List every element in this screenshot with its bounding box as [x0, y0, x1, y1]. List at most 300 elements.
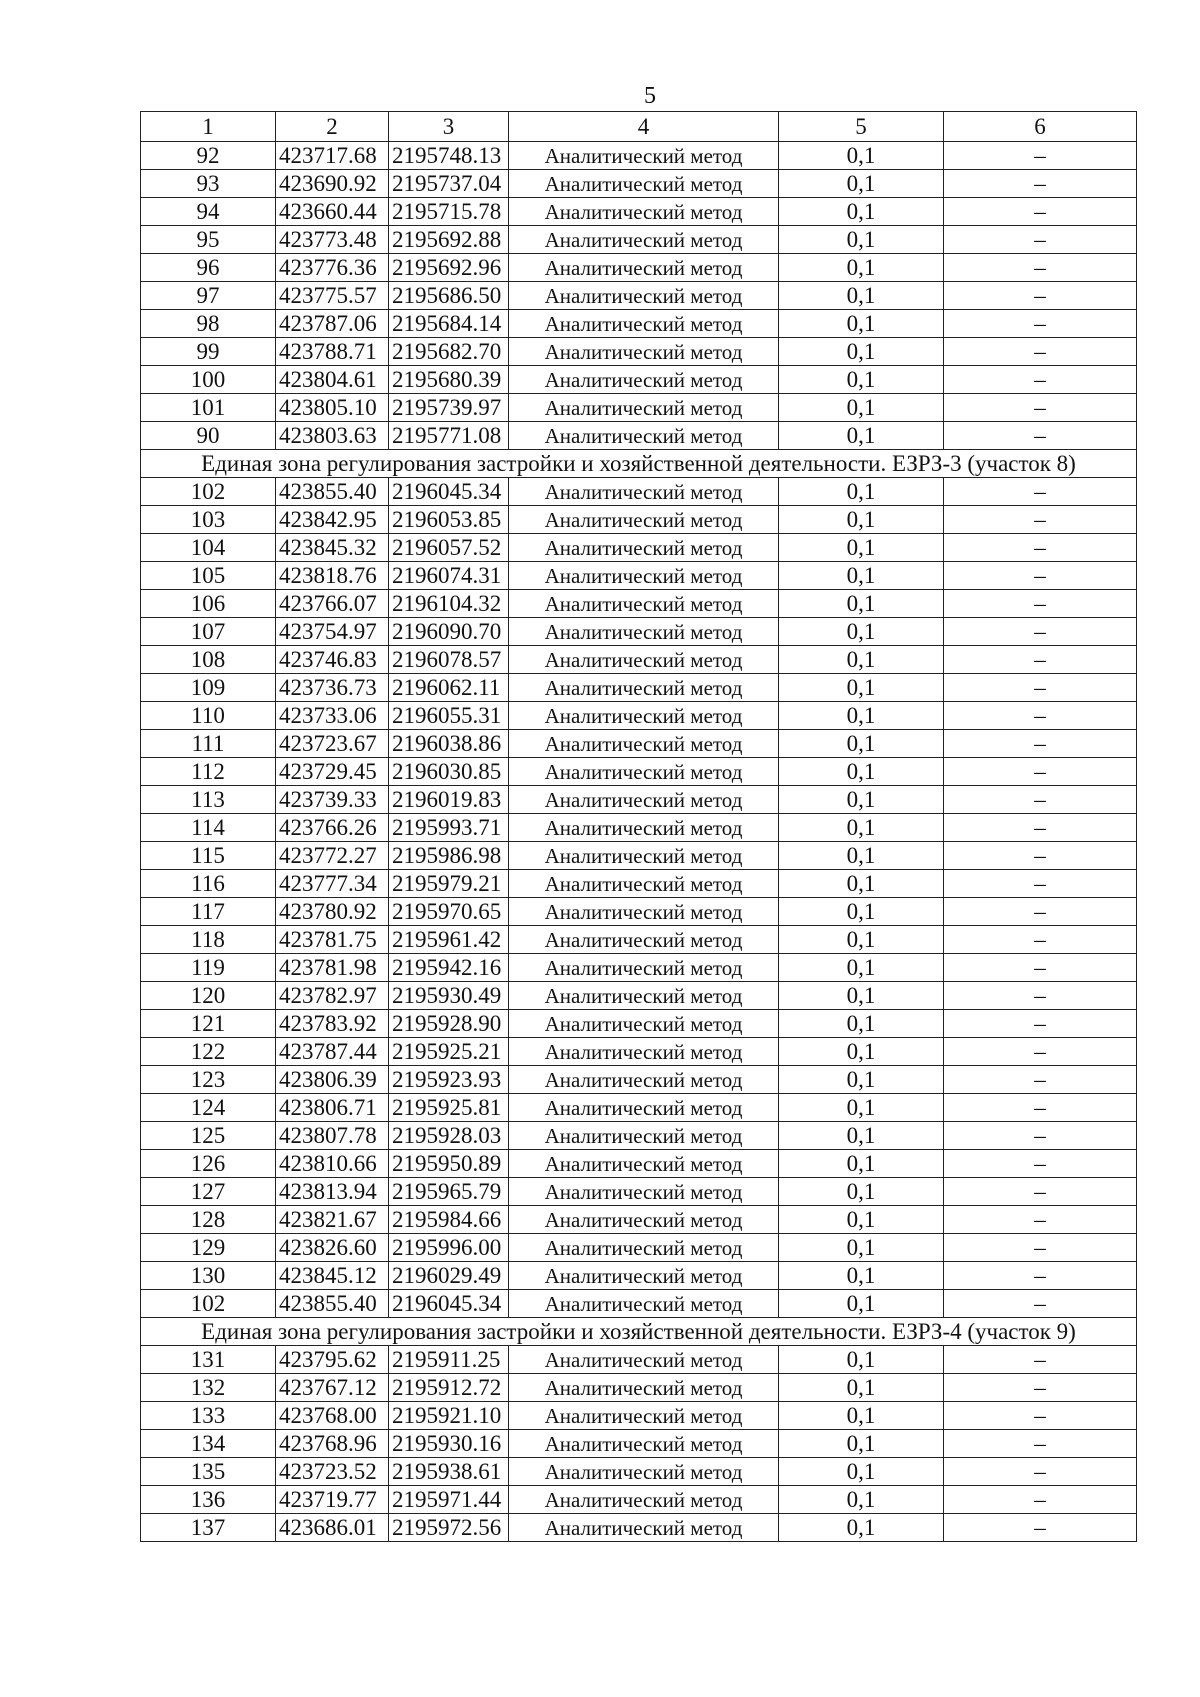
point-number-cell: 112 — [141, 758, 276, 786]
note-cell: – — [944, 170, 1137, 198]
table-row — [141, 926, 1137, 954]
point-number-cell: 90 — [141, 422, 276, 450]
x-coordinate-cell: 423768.96 — [276, 1430, 389, 1458]
table-row — [141, 898, 1137, 926]
table-row — [141, 618, 1137, 646]
column-header: 2 — [276, 112, 389, 142]
table-row — [141, 142, 1137, 170]
y-coordinate-cell: 2195993.71 — [389, 814, 509, 842]
y-coordinate-cell: 2195715.78 — [389, 198, 509, 226]
accuracy-cell: 0,1 — [779, 310, 944, 338]
y-coordinate-cell: 2195984.66 — [389, 1206, 509, 1234]
x-coordinate-cell: 423746.83 — [276, 646, 389, 674]
note-cell: – — [944, 926, 1137, 954]
point-number-cell: 135 — [141, 1458, 276, 1486]
x-coordinate-cell: 423810.66 — [276, 1150, 389, 1178]
x-coordinate-cell: 423739.33 — [276, 786, 389, 814]
table-row — [141, 1486, 1137, 1514]
method-cell: Аналитический метод — [509, 478, 779, 506]
y-coordinate-cell: 2196038.86 — [389, 730, 509, 758]
method-cell: Аналитический метод — [509, 1150, 779, 1178]
accuracy-cell: 0,1 — [779, 618, 944, 646]
method-cell: Аналитический метод — [509, 198, 779, 226]
table-row — [141, 982, 1137, 1010]
accuracy-cell: 0,1 — [779, 1262, 944, 1290]
method-cell: Аналитический метод — [509, 310, 779, 338]
table-row — [141, 786, 1137, 814]
method-cell: Аналитический метод — [509, 590, 779, 618]
note-cell: – — [944, 142, 1137, 170]
accuracy-cell: 0,1 — [779, 254, 944, 282]
point-number-cell: 101 — [141, 394, 276, 422]
accuracy-cell: 0,1 — [779, 338, 944, 366]
point-number-cell: 130 — [141, 1262, 276, 1290]
y-coordinate-cell: 2195979.21 — [389, 870, 509, 898]
x-coordinate-cell: 423807.78 — [276, 1122, 389, 1150]
point-number-cell: 125 — [141, 1122, 276, 1150]
method-cell: Аналитический метод — [509, 926, 779, 954]
note-cell: – — [944, 254, 1137, 282]
note-cell: – — [944, 506, 1137, 534]
table-row — [141, 1458, 1137, 1486]
method-cell: Аналитический метод — [509, 338, 779, 366]
table-row — [141, 590, 1137, 618]
x-coordinate-cell: 423780.92 — [276, 898, 389, 926]
table-row — [141, 646, 1137, 674]
method-cell: Аналитический метод — [509, 1262, 779, 1290]
accuracy-cell: 0,1 — [779, 730, 944, 758]
accuracy-cell: 0,1 — [779, 422, 944, 450]
x-coordinate-cell: 423845.12 — [276, 1262, 389, 1290]
point-number-cell: 122 — [141, 1038, 276, 1066]
table-row — [141, 1038, 1137, 1066]
y-coordinate-cell: 2196104.32 — [389, 590, 509, 618]
y-coordinate-cell: 2195942.16 — [389, 954, 509, 982]
note-cell: – — [944, 1402, 1137, 1430]
method-cell: Аналитический метод — [509, 982, 779, 1010]
method-cell: Аналитический метод — [509, 646, 779, 674]
y-coordinate-cell: 2195930.16 — [389, 1430, 509, 1458]
y-coordinate-cell: 2195748.13 — [389, 142, 509, 170]
method-cell: Аналитический метод — [509, 1206, 779, 1234]
note-cell: – — [944, 534, 1137, 562]
point-number-cell: 115 — [141, 842, 276, 870]
x-coordinate-cell: 423787.06 — [276, 310, 389, 338]
accuracy-cell: 0,1 — [779, 954, 944, 982]
note-cell: – — [944, 954, 1137, 982]
table-row — [141, 814, 1137, 842]
point-number-cell: 114 — [141, 814, 276, 842]
table-row — [141, 170, 1137, 198]
note-cell: – — [944, 1150, 1137, 1178]
method-cell: Аналитический метод — [509, 1290, 779, 1318]
accuracy-cell: 0,1 — [779, 814, 944, 842]
accuracy-cell: 0,1 — [779, 1514, 944, 1542]
point-number-cell: 105 — [141, 562, 276, 590]
y-coordinate-cell: 2196045.34 — [389, 1290, 509, 1318]
point-number-cell: 100 — [141, 366, 276, 394]
note-cell: – — [944, 338, 1137, 366]
note-cell: – — [944, 730, 1137, 758]
method-cell: Аналитический метод — [509, 1514, 779, 1542]
method-cell: Аналитический метод — [509, 814, 779, 842]
y-coordinate-cell: 2195737.04 — [389, 170, 509, 198]
accuracy-cell: 0,1 — [779, 646, 944, 674]
y-coordinate-cell: 2195961.42 — [389, 926, 509, 954]
point-number-cell: 97 — [141, 282, 276, 310]
note-cell: – — [944, 282, 1137, 310]
note-cell: – — [944, 478, 1137, 506]
point-number-cell: 120 — [141, 982, 276, 1010]
note-cell: – — [944, 674, 1137, 702]
point-number-cell: 127 — [141, 1178, 276, 1206]
accuracy-cell: 0,1 — [779, 170, 944, 198]
x-coordinate-cell: 423766.26 — [276, 814, 389, 842]
method-cell: Аналитический метод — [509, 1374, 779, 1402]
point-number-cell: 124 — [141, 1094, 276, 1122]
table-row — [141, 758, 1137, 786]
point-number-cell: 133 — [141, 1402, 276, 1430]
y-coordinate-cell: 2195938.61 — [389, 1458, 509, 1486]
note-cell: – — [944, 982, 1137, 1010]
column-header: 6 — [944, 112, 1137, 142]
point-number-cell: 136 — [141, 1486, 276, 1514]
table-row — [141, 1290, 1137, 1318]
method-cell: Аналитический метод — [509, 1458, 779, 1486]
accuracy-cell: 0,1 — [779, 1374, 944, 1402]
accuracy-cell: 0,1 — [779, 562, 944, 590]
table-row — [141, 870, 1137, 898]
section-title: Единая зона регулирования застройки и хозяйственной деятельности. ЕЗРЗ-3 (участок 8) — [141, 450, 1137, 478]
accuracy-cell: 0,1 — [779, 1206, 944, 1234]
note-cell: – — [944, 310, 1137, 338]
x-coordinate-cell: 423719.77 — [276, 1486, 389, 1514]
method-cell: Аналитический метод — [509, 1038, 779, 1066]
accuracy-cell: 0,1 — [779, 1010, 944, 1038]
method-cell: Аналитический метод — [509, 618, 779, 646]
accuracy-cell: 0,1 — [779, 842, 944, 870]
note-cell: – — [944, 786, 1137, 814]
y-coordinate-cell: 2195686.50 — [389, 282, 509, 310]
y-coordinate-cell: 2195970.65 — [389, 898, 509, 926]
y-coordinate-cell: 2195971.44 — [389, 1486, 509, 1514]
method-cell: Аналитический метод — [509, 674, 779, 702]
note-cell: – — [944, 394, 1137, 422]
method-cell: Аналитический метод — [509, 1178, 779, 1206]
y-coordinate-cell: 2195928.03 — [389, 1122, 509, 1150]
column-header: 3 — [389, 112, 509, 142]
table-row — [141, 310, 1137, 338]
table-row — [141, 506, 1137, 534]
point-number-cell: 111 — [141, 730, 276, 758]
x-coordinate-cell: 423806.71 — [276, 1094, 389, 1122]
x-coordinate-cell: 423775.57 — [276, 282, 389, 310]
accuracy-cell: 0,1 — [779, 1290, 944, 1318]
point-number-cell: 129 — [141, 1234, 276, 1262]
x-coordinate-cell: 423855.40 — [276, 478, 389, 506]
method-cell: Аналитический метод — [509, 562, 779, 590]
method-cell: Аналитический метод — [509, 226, 779, 254]
x-coordinate-cell: 423803.63 — [276, 422, 389, 450]
method-cell: Аналитический метод — [509, 842, 779, 870]
x-coordinate-cell: 423842.95 — [276, 506, 389, 534]
section-title-row — [141, 1318, 1137, 1346]
table-row — [141, 1374, 1137, 1402]
x-coordinate-cell: 423781.75 — [276, 926, 389, 954]
y-coordinate-cell: 2195682.70 — [389, 338, 509, 366]
point-number-cell: 102 — [141, 1290, 276, 1318]
x-coordinate-cell: 423767.12 — [276, 1374, 389, 1402]
point-number-cell: 94 — [141, 198, 276, 226]
note-cell: – — [944, 1066, 1137, 1094]
y-coordinate-cell: 2196057.52 — [389, 534, 509, 562]
point-number-cell: 113 — [141, 786, 276, 814]
note-cell: – — [944, 366, 1137, 394]
accuracy-cell: 0,1 — [779, 1402, 944, 1430]
column-header: 1 — [141, 112, 276, 142]
method-cell: Аналитический метод — [509, 954, 779, 982]
table-body — [141, 112, 1137, 1542]
accuracy-cell: 0,1 — [779, 926, 944, 954]
accuracy-cell: 0,1 — [779, 982, 944, 1010]
point-number-cell: 107 — [141, 618, 276, 646]
accuracy-cell: 0,1 — [779, 366, 944, 394]
accuracy-cell: 0,1 — [779, 198, 944, 226]
table-row — [141, 1122, 1137, 1150]
note-cell: – — [944, 646, 1137, 674]
section-title: Единая зона регулирования застройки и хозяйственной деятельности. ЕЗРЗ-4 (участок 9) — [141, 1318, 1137, 1346]
accuracy-cell: 0,1 — [779, 1458, 944, 1486]
method-cell: Аналитический метод — [509, 898, 779, 926]
accuracy-cell: 0,1 — [779, 1430, 944, 1458]
y-coordinate-cell: 2196062.11 — [389, 674, 509, 702]
accuracy-cell: 0,1 — [779, 870, 944, 898]
point-number-cell: 126 — [141, 1150, 276, 1178]
table-row — [141, 282, 1137, 310]
y-coordinate-cell: 2196078.57 — [389, 646, 509, 674]
table-row — [141, 562, 1137, 590]
note-cell: – — [944, 1262, 1137, 1290]
note-cell: – — [944, 590, 1137, 618]
point-number-cell: 109 — [141, 674, 276, 702]
point-number-cell: 119 — [141, 954, 276, 982]
method-cell: Аналитический метод — [509, 730, 779, 758]
accuracy-cell: 0,1 — [779, 142, 944, 170]
point-number-cell: 96 — [141, 254, 276, 282]
x-coordinate-cell: 423736.73 — [276, 674, 389, 702]
x-coordinate-cell: 423723.67 — [276, 730, 389, 758]
y-coordinate-cell: 2195965.79 — [389, 1178, 509, 1206]
table-row — [141, 1402, 1137, 1430]
note-cell: – — [944, 1122, 1137, 1150]
point-number-cell: 102 — [141, 478, 276, 506]
table-row — [141, 674, 1137, 702]
method-cell: Аналитический метод — [509, 1010, 779, 1038]
y-coordinate-cell: 2196055.31 — [389, 702, 509, 730]
note-cell: – — [944, 1010, 1137, 1038]
y-coordinate-cell: 2195921.10 — [389, 1402, 509, 1430]
x-coordinate-cell: 423782.97 — [276, 982, 389, 1010]
method-cell: Аналитический метод — [509, 1094, 779, 1122]
accuracy-cell: 0,1 — [779, 226, 944, 254]
method-cell: Аналитический метод — [509, 702, 779, 730]
x-coordinate-cell: 423806.39 — [276, 1066, 389, 1094]
note-cell: – — [944, 1458, 1137, 1486]
y-coordinate-cell: 2195972.56 — [389, 1514, 509, 1542]
method-cell: Аналитический метод — [509, 758, 779, 786]
method-cell: Аналитический метод — [509, 534, 779, 562]
x-coordinate-cell: 423788.71 — [276, 338, 389, 366]
note-cell: – — [944, 1206, 1137, 1234]
coordinates-table — [140, 111, 1137, 1542]
y-coordinate-cell: 2195925.21 — [389, 1038, 509, 1066]
y-coordinate-cell: 2195684.14 — [389, 310, 509, 338]
note-cell: – — [944, 1346, 1137, 1374]
column-header: 4 — [509, 112, 779, 142]
accuracy-cell: 0,1 — [779, 758, 944, 786]
point-number-cell: 103 — [141, 506, 276, 534]
accuracy-cell: 0,1 — [779, 534, 944, 562]
method-cell: Аналитический метод — [509, 254, 779, 282]
column-header: 5 — [779, 112, 944, 142]
accuracy-cell: 0,1 — [779, 590, 944, 618]
x-coordinate-cell: 423845.32 — [276, 534, 389, 562]
method-cell: Аналитический метод — [509, 506, 779, 534]
accuracy-cell: 0,1 — [779, 1038, 944, 1066]
point-number-cell: 116 — [141, 870, 276, 898]
point-number-cell: 117 — [141, 898, 276, 926]
table-row — [141, 198, 1137, 226]
table-row — [141, 534, 1137, 562]
table-row — [141, 1178, 1137, 1206]
table-row — [141, 1094, 1137, 1122]
point-number-cell: 123 — [141, 1066, 276, 1094]
table-row — [141, 226, 1137, 254]
x-coordinate-cell: 423729.45 — [276, 758, 389, 786]
note-cell: – — [944, 898, 1137, 926]
y-coordinate-cell: 2196090.70 — [389, 618, 509, 646]
y-coordinate-cell: 2195692.88 — [389, 226, 509, 254]
method-cell: Аналитический метод — [509, 1066, 779, 1094]
accuracy-cell: 0,1 — [779, 1234, 944, 1262]
note-cell: – — [944, 422, 1137, 450]
accuracy-cell: 0,1 — [779, 282, 944, 310]
table-row — [141, 366, 1137, 394]
x-coordinate-cell: 423787.44 — [276, 1038, 389, 1066]
table-row — [141, 254, 1137, 282]
method-cell: Аналитический метод — [509, 1430, 779, 1458]
x-coordinate-cell: 423855.40 — [276, 1290, 389, 1318]
point-number-cell: 99 — [141, 338, 276, 366]
x-coordinate-cell: 423754.97 — [276, 618, 389, 646]
accuracy-cell: 0,1 — [779, 1122, 944, 1150]
y-coordinate-cell: 2195680.39 — [389, 366, 509, 394]
method-cell: Аналитический метод — [509, 170, 779, 198]
method-cell: Аналитический метод — [509, 870, 779, 898]
table-row — [141, 954, 1137, 982]
note-cell: – — [944, 1038, 1137, 1066]
table-row — [141, 1514, 1137, 1542]
y-coordinate-cell: 2195950.89 — [389, 1150, 509, 1178]
table-row — [141, 1066, 1137, 1094]
y-coordinate-cell: 2195925.81 — [389, 1094, 509, 1122]
note-cell: – — [944, 1374, 1137, 1402]
point-number-cell: 128 — [141, 1206, 276, 1234]
x-coordinate-cell: 423776.36 — [276, 254, 389, 282]
accuracy-cell: 0,1 — [779, 674, 944, 702]
note-cell: – — [944, 1094, 1137, 1122]
y-coordinate-cell: 2196019.83 — [389, 786, 509, 814]
y-coordinate-cell: 2195986.98 — [389, 842, 509, 870]
table-row — [141, 394, 1137, 422]
x-coordinate-cell: 423818.76 — [276, 562, 389, 590]
table-row — [141, 1262, 1137, 1290]
accuracy-cell: 0,1 — [779, 1486, 944, 1514]
accuracy-cell: 0,1 — [779, 898, 944, 926]
table-row — [141, 338, 1137, 366]
method-cell: Аналитический метод — [509, 786, 779, 814]
point-number-cell: 110 — [141, 702, 276, 730]
table-row — [141, 478, 1137, 506]
table-row — [141, 702, 1137, 730]
method-cell: Аналитический метод — [509, 422, 779, 450]
y-coordinate-cell: 2195692.96 — [389, 254, 509, 282]
note-cell: – — [944, 1430, 1137, 1458]
method-cell: Аналитический метод — [509, 282, 779, 310]
table-row — [141, 1010, 1137, 1038]
method-cell: Аналитический метод — [509, 1486, 779, 1514]
point-number-cell: 98 — [141, 310, 276, 338]
x-coordinate-cell: 423783.92 — [276, 1010, 389, 1038]
point-number-cell: 121 — [141, 1010, 276, 1038]
y-coordinate-cell: 2195996.00 — [389, 1234, 509, 1262]
accuracy-cell: 0,1 — [779, 394, 944, 422]
accuracy-cell: 0,1 — [779, 702, 944, 730]
note-cell: – — [944, 562, 1137, 590]
point-number-cell: 131 — [141, 1346, 276, 1374]
y-coordinate-cell: 2195739.97 — [389, 394, 509, 422]
point-number-cell: 95 — [141, 226, 276, 254]
table-row — [141, 1430, 1137, 1458]
y-coordinate-cell: 2195771.08 — [389, 422, 509, 450]
y-coordinate-cell: 2195911.25 — [389, 1346, 509, 1374]
note-cell: – — [944, 870, 1137, 898]
x-coordinate-cell: 423768.00 — [276, 1402, 389, 1430]
table-row — [141, 1150, 1137, 1178]
accuracy-cell: 0,1 — [779, 1346, 944, 1374]
note-cell: – — [944, 1290, 1137, 1318]
point-number-cell: 93 — [141, 170, 276, 198]
x-coordinate-cell: 423723.52 — [276, 1458, 389, 1486]
y-coordinate-cell: 2196030.85 — [389, 758, 509, 786]
point-number-cell: 108 — [141, 646, 276, 674]
table-row — [141, 1346, 1137, 1374]
x-coordinate-cell: 423805.10 — [276, 394, 389, 422]
x-coordinate-cell: 423733.06 — [276, 702, 389, 730]
note-cell: – — [944, 758, 1137, 786]
accuracy-cell: 0,1 — [779, 1066, 944, 1094]
x-coordinate-cell: 423813.94 — [276, 1178, 389, 1206]
table-row — [141, 730, 1137, 758]
y-coordinate-cell: 2196045.34 — [389, 478, 509, 506]
header-row — [141, 112, 1137, 142]
y-coordinate-cell: 2196029.49 — [389, 1262, 509, 1290]
page-number: 5 — [644, 83, 656, 109]
x-coordinate-cell: 423717.68 — [276, 142, 389, 170]
accuracy-cell: 0,1 — [779, 1150, 944, 1178]
point-number-cell: 134 — [141, 1430, 276, 1458]
accuracy-cell: 0,1 — [779, 478, 944, 506]
